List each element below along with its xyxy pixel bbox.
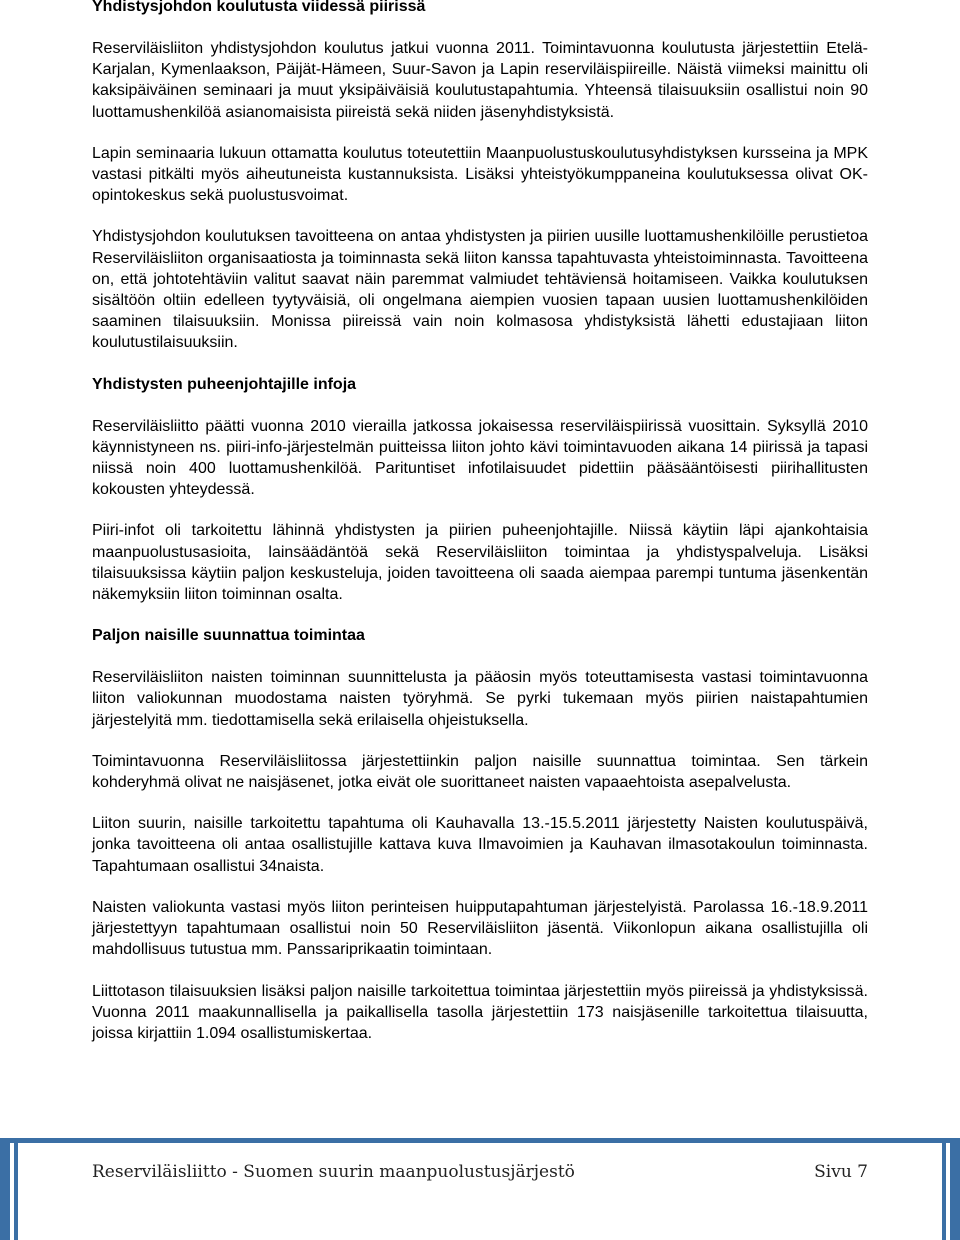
footer-border-right-inner [942, 1138, 946, 1240]
footer-rule [0, 1138, 960, 1143]
paragraph: Liiton suurin, naisille tarkoitettu tapahtuma oli Kauhavalla 13.-15.5.2011 järjestetty Naisten koulutuspäivä, jonka tavoitteena oli antaa osallistujille kattava kuva Ilmavoimien ja Kauhavan ilmasotakoulun toiminnasta. Tapahtumaan osallistui 34naista. [92, 815, 868, 875]
paragraph: Naisten valiokunta vastasi myös liiton perinteisen huipputapahtuman järjestelyistä. Parolassa 16.-18.9.2011 järjestettyyn tapahtumaan osallistui noin 50 Reserviläisliiton jäsentä. Viikonlopun aikana osallistujilla oli mahdollisuus tutustua mm. Panssariprikaatin toimintaan. [92, 898, 868, 959]
document-body [92, 0, 868, 1044]
section-heading: Yhdistysjohdon koulutusta viidessä piirissä [92, 0, 426, 15]
page-number: Sivu 7 [814, 1162, 868, 1182]
footer-title: Reserviläisliitto - Suomen suurin maanpuolustusjärjestö [92, 1162, 575, 1182]
footer-border-left [0, 1138, 10, 1240]
paragraph: Reserviläisliiton yhdistysjohdon koulutus jatkui vuonna 2011. Toimintavuonna koulutusta järjestettiin Etelä-Karjalan, Kymenlaakson, Päijät-Hämeen, Suur-Savon ja Lapin reserviläispiireille. Näistä viimeksi mainittu oli kaksipäiväinen seminaari ja muut yksipäiväisiä koulutustapahtumia. Yhteensä tilaisuuksiin osallistui noin 90 luottamushenkilöä asianomaisista piireistä sekä niiden jäsenyhdistyksistä. [92, 40, 868, 121]
paragraph: Toimintavuonna Reserviläisliitossa järjestettiinkin paljon naisille suunnattua toimintaa. Sen tärkein kohderyhmä olivat ne naisjäsenet, jotka eivät ole suorittaneet naisten vapaaehtoista asepalvelusta. [92, 752, 868, 792]
footer-border-left-inner [14, 1138, 18, 1240]
paragraph: Reserviläisliiton naisten toiminnan suunnittelusta ja pääosin myös toteuttamisesta vastasi toimintavuonna liiton valiokunnan muodostama naisten työryhmä. Se pyrki tukemaan myös piirien naistapahtumien järjestelyitä mm. tiedottamisella sekä erilaisella ohjeistuksella. [92, 669, 868, 729]
paragraph: Piiri-infot oli tarkoitettu lähinnä yhdistysten ja piirien puheenjohtajille. Niissä käytiin läpi ajankohtaisia maanpuolustusasioita, lainsäädäntöä sekä Reserviläisliiton toimintaa ja yhdistyspalveluja. Lisäksi tilaisuuksissa käytiin paljon keskusteluja, joiden tavoitteena oli saada aiempaa parempi tuntuma jäsenkentän näkemyksiin liiton toiminnan osalta. [92, 522, 868, 604]
paragraph: Liittotason tilaisuuksien lisäksi paljon naisille tarkoitettua toimintaa järjestettiin myös piireissä ja yhdistyksissä. Vuonna 2011 maakunnallisella ja paikallisella tasolla järjestettiin 173 naisjäsenille tarkoitettua tilaisuutta, joissa kirjattiin 1.094 osallistumiskertaa. [92, 982, 868, 1042]
paragraph: Lapin seminaaria lukuun ottamatta koulutus toteutettiin Maanpuolustuskoulutusyhdistyksen kursseina ja MPK vastasi pitkälti myös aiheutuneista kustannuksista. Lisäksi yhteistyökumppaneina koulutuksessa olivat OK-opintokeskus sekä puolustusvoimat. [92, 144, 868, 205]
paragraph: Reserviläisliitto päätti vuonna 2010 vierailla jatkossa jokaisessa reserviläispiirissä vuosittain. Syksyllä 2010 käynnistyneen ns. piiri-info-järjestelmän puitteissa liiton johto kävi toimintavuoden aikana 14 piirissä ja tapasi niissä noin 400 luottamushenkilöä. Parituntiset infotilaisuudet pidettiin pääsääntöisesti piirihallitusten kokousten yhteydessä. [92, 417, 868, 499]
paragraph: Yhdistysjohdon koulutuksen tavoitteena on antaa yhdistysten ja piirien uusille luottamushenkilöille perustietoa Reserviläisliiton organisaatiosta ja toiminnasta sekä liiton kanssa tapahtuvasta yhteistoiminnasta. Tavoitteena on, että johtotehtäviin valitut saavat näin paremmat valmiudet tehtäviensä hoitamiseen. Vaikka koulutuksen sisältöön oltiin edelleen tyytyväisiä, oli ongelmana aiempien vuosien tapaan uusien luottamushenkilöiden saaminen tilaisuuksiin. Monissa piireissä vain noin kolmasosa yhdistyksistä lähetti edustajiaan liiton koulutustilaisuuksiin. [92, 228, 868, 352]
section-heading: Paljon naisille suunnattua toimintaa [92, 627, 365, 645]
footer-border-right [950, 1138, 960, 1240]
section-heading: Yhdistysten puheenjohtajille infoja [92, 375, 357, 393]
